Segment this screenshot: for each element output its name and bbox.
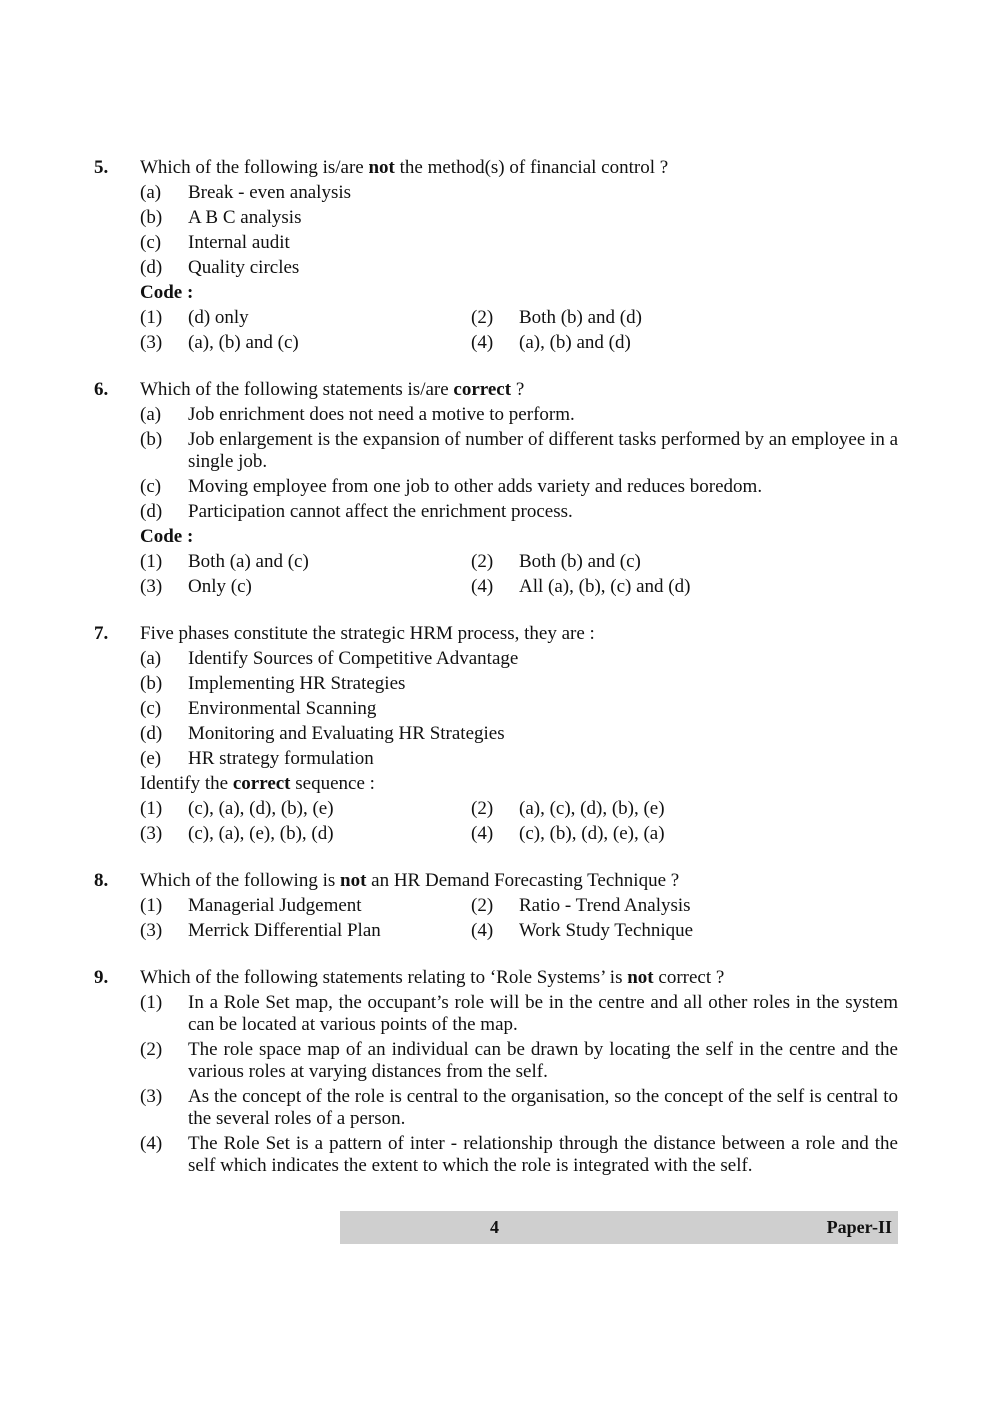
- answer-option: [140, 576, 471, 598]
- question-stem: [140, 379, 898, 401]
- answer-option: [140, 798, 471, 820]
- question-7: [94, 623, 898, 845]
- question-5: [94, 157, 898, 354]
- item-text: The role space map of an individual can be drawn by locating the self in the centre and the various roles at varying distances from the self.: [188, 1039, 898, 1082]
- item-text: HR strategy formulation: [188, 748, 374, 769]
- emphasis-text: not: [340, 870, 367, 891]
- answer-option: [140, 332, 471, 354]
- item-label: (b): [140, 673, 163, 694]
- item-label: (a): [140, 648, 162, 669]
- question-stem-line: [94, 870, 898, 892]
- answer-label: (3): [140, 332, 163, 353]
- text-segment: an HR Demand Forecasting Technique ?: [366, 870, 680, 891]
- statement-item: [140, 476, 898, 498]
- item-label: (2): [140, 1039, 163, 1060]
- item-text: Environmental Scanning: [188, 698, 377, 719]
- answer-row: [140, 307, 898, 329]
- answer-option: [140, 307, 471, 329]
- answer-option: [140, 823, 471, 845]
- statement-item: [140, 429, 898, 473]
- answer-option: [140, 920, 471, 942]
- item-text: Participation cannot affect the enrichment process.: [188, 501, 573, 522]
- item-text: Internal audit: [188, 232, 290, 253]
- statement-item: [140, 257, 898, 279]
- question-number: 5.: [94, 157, 109, 178]
- question-9: [94, 967, 898, 1177]
- item-label: (a): [140, 182, 162, 203]
- item-label: (c): [140, 476, 162, 497]
- answer-text: All (a), (b), (c) and (d): [519, 576, 691, 597]
- answer-label: (2): [471, 551, 494, 572]
- text-segment: sequence :: [290, 773, 375, 794]
- answer-option: [471, 823, 802, 845]
- page-footer: [340, 1211, 898, 1244]
- question-number: 9.: [94, 967, 109, 988]
- answer-label: (2): [471, 307, 494, 328]
- text-segment: Five phases constitute the strategic HRM process, they are :: [140, 623, 595, 644]
- item-label: (e): [140, 748, 162, 769]
- question-stem: [140, 157, 898, 179]
- text-segment: correct ?: [653, 967, 725, 988]
- answer-text: (c), (a), (d), (b), (e): [188, 798, 334, 819]
- answer-row: [140, 332, 898, 354]
- answer-option: [471, 798, 802, 820]
- answer-option: [471, 920, 802, 942]
- answer-text: Only (c): [188, 576, 252, 597]
- emphasis-text: correct: [232, 773, 291, 794]
- answer-text: Ratio - Trend Analysis: [519, 895, 691, 916]
- answer-label: (1): [140, 551, 163, 572]
- question-stem: [140, 623, 898, 645]
- answer-row: [140, 823, 898, 845]
- text-segment: Identify the: [140, 773, 233, 794]
- question-stem: [140, 967, 898, 989]
- instruction-text: [140, 773, 898, 795]
- paper-label: Paper-II: [826, 1217, 892, 1237]
- answer-text: Both (b) and (c): [519, 551, 641, 572]
- answer-text: Work Study Technique: [519, 920, 694, 941]
- answer-option: [471, 895, 802, 917]
- answer-label: (3): [140, 576, 163, 597]
- statement-item: [140, 673, 898, 695]
- question-number: 7.: [94, 623, 109, 644]
- question-stem-line: [94, 157, 898, 179]
- emphasis-text: correct: [453, 379, 512, 400]
- text-segment: Which of the following is/are: [140, 157, 369, 178]
- answer-label: (1): [140, 307, 163, 328]
- item-label: (1): [140, 992, 163, 1013]
- answer-option: [471, 307, 802, 329]
- item-text: Job enrichment does not need a motive to perform.: [188, 404, 575, 425]
- question-number: 8.: [94, 870, 109, 891]
- answer-row: [140, 895, 898, 917]
- statement-item: [140, 1133, 898, 1177]
- statement-item: [140, 404, 898, 426]
- page-number: 4: [490, 1217, 499, 1237]
- item-label: (c): [140, 232, 162, 253]
- answer-label: (2): [471, 895, 494, 916]
- question-list: [94, 154, 898, 1177]
- emphasis-text: not: [368, 157, 395, 178]
- answer-text: (d) only: [188, 307, 249, 328]
- item-text: As the concept of the role is central to the organisation, so the concept of the self is central to the several roles of a person.: [188, 1086, 898, 1129]
- question-number: 6.: [94, 379, 109, 400]
- answer-row: [140, 576, 898, 598]
- statement-item: [140, 501, 898, 523]
- answer-label: (3): [140, 823, 163, 844]
- answer-row: [140, 551, 898, 573]
- statement-item: [140, 723, 898, 745]
- item-text: Implementing HR Strategies: [188, 673, 406, 694]
- answer-row: [140, 920, 898, 942]
- answer-text: Managerial Judgement: [188, 895, 362, 916]
- statement-item: [140, 1086, 898, 1130]
- answer-row: [140, 798, 898, 820]
- answer-label: (2): [471, 798, 494, 819]
- answer-text: (c), (a), (e), (b), (d): [188, 823, 334, 844]
- item-text: Break - even analysis: [188, 182, 352, 203]
- question-8: [94, 870, 898, 942]
- item-text: In a Role Set map, the occupant’s role will be in the centre and all other roles in the system can be located at various points of the map.: [188, 992, 898, 1035]
- text-segment: Which of the following statements relating to ‘Role Systems’ is: [140, 967, 628, 988]
- answer-label: (4): [471, 576, 494, 597]
- statement-item: [140, 1039, 898, 1083]
- item-label: (d): [140, 501, 163, 522]
- item-label: (d): [140, 257, 163, 278]
- item-label: (b): [140, 207, 163, 228]
- code-heading: Code :: [140, 526, 194, 547]
- item-label: (c): [140, 698, 162, 719]
- item-text: Job enlargement is the expansion of number of different tasks performed by an employee in a single job.: [188, 429, 899, 472]
- answer-label: (1): [140, 895, 163, 916]
- item-text: Monitoring and Evaluating HR Strategies: [188, 723, 505, 744]
- answer-text: (a), (c), (d), (b), (e): [519, 798, 665, 819]
- item-text: Identify Sources of Competitive Advantage: [188, 648, 519, 669]
- answer-option: [471, 332, 802, 354]
- statement-item: [140, 207, 898, 229]
- answer-label: (4): [471, 920, 494, 941]
- text-segment: ?: [511, 379, 525, 400]
- answer-text: Both (a) and (c): [188, 551, 309, 572]
- item-text: Quality circles: [188, 257, 300, 278]
- answer-text: (a), (b) and (c): [188, 332, 299, 353]
- statement-item: [140, 182, 898, 204]
- item-text: A B C analysis: [188, 207, 302, 228]
- answer-label: (4): [471, 332, 494, 353]
- item-label: (d): [140, 723, 163, 744]
- item-text: The Role Set is a pattern of inter - relationship through the distance between a role and the self which indicates the extent to which the role is integrated with the self.: [188, 1133, 898, 1176]
- text-segment: the method(s) of financial control ?: [394, 157, 669, 178]
- answer-text: (a), (b) and (d): [519, 332, 631, 353]
- answer-text: (c), (b), (d), (e), (a): [519, 823, 665, 844]
- text-segment: Which of the following statements is/are: [140, 379, 454, 400]
- item-label: (b): [140, 429, 163, 450]
- question-stem-line: [94, 379, 898, 401]
- code-heading: Code :: [140, 282, 194, 303]
- item-label: (3): [140, 1086, 163, 1107]
- answer-text: Merrick Differential Plan: [188, 920, 381, 941]
- item-label: (a): [140, 404, 162, 425]
- question-stem: [140, 870, 898, 892]
- answer-option: [471, 576, 802, 598]
- statement-item: [140, 648, 898, 670]
- question-6: [94, 379, 898, 598]
- statement-item: [140, 748, 898, 770]
- answer-option: [471, 551, 802, 573]
- answer-option: [140, 895, 471, 917]
- answer-label: (3): [140, 920, 163, 941]
- answer-text: Both (b) and (d): [519, 307, 642, 328]
- answer-option: [140, 551, 471, 573]
- answer-label: (1): [140, 798, 163, 819]
- text-segment: Which of the following is: [140, 870, 340, 891]
- statement-item: [140, 992, 898, 1036]
- question-stem-line: [94, 623, 898, 645]
- question-stem-line: [94, 967, 898, 989]
- item-label: (4): [140, 1133, 163, 1154]
- statement-item: [140, 232, 898, 254]
- item-text: Moving employee from one job to other adds variety and reduces boredom.: [188, 476, 763, 497]
- answer-label: (4): [471, 823, 494, 844]
- statement-item: [140, 698, 898, 720]
- emphasis-text: not: [627, 967, 654, 988]
